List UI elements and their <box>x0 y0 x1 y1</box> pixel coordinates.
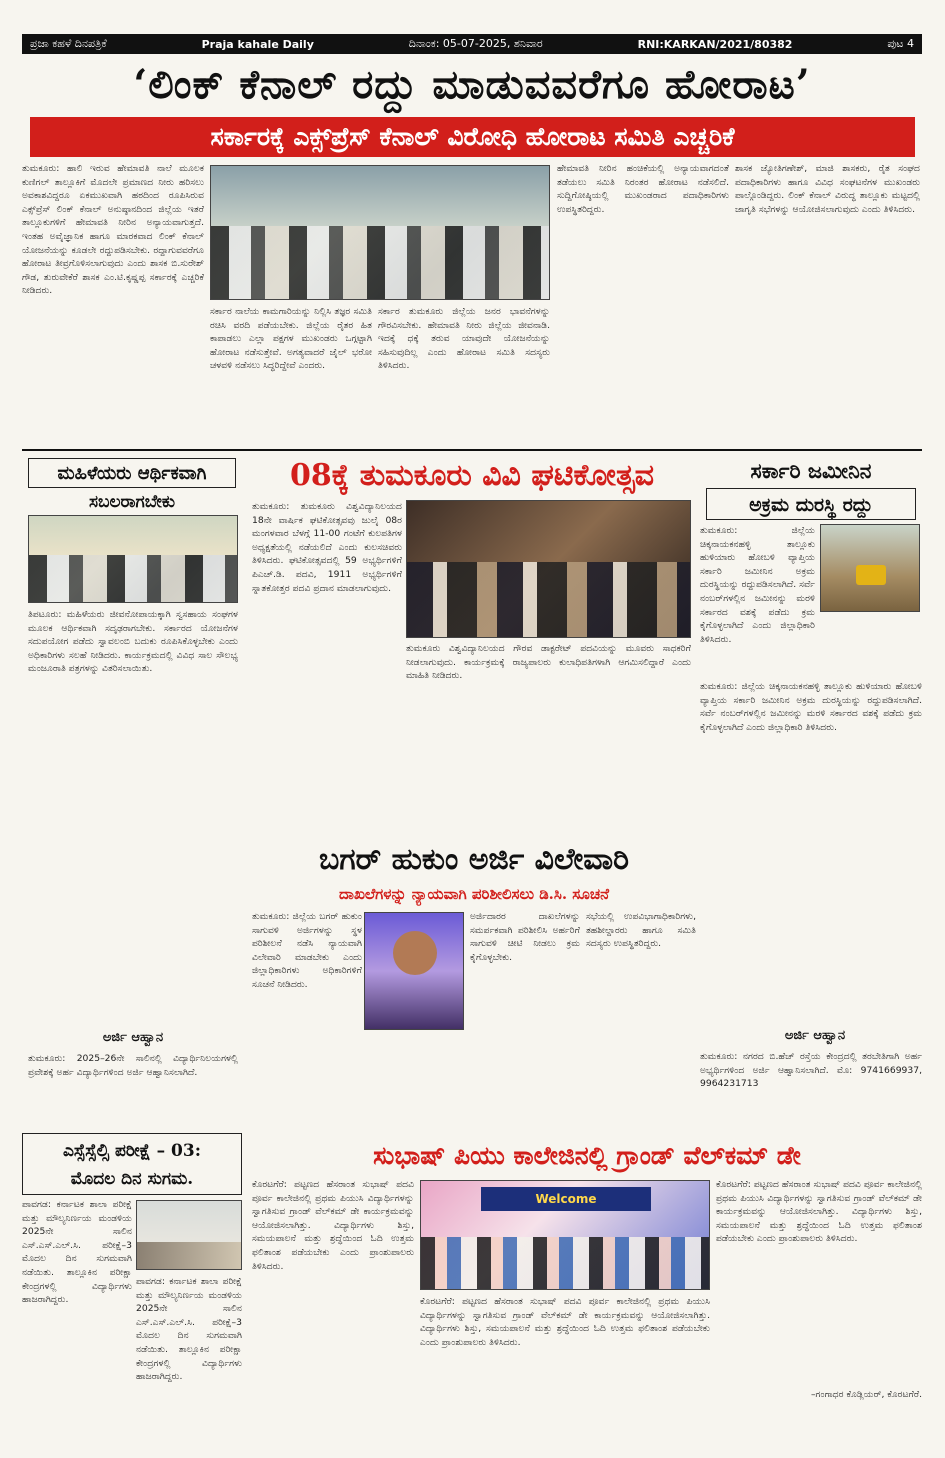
masthead-rni: RNI:KARKAN/2021/80382 <box>637 37 793 51</box>
college-body: ಕೊರಟಗೆರೆ: ಪಟ್ಟಣದ ಹೆಸರಾಂತ ಸುಭಾಷ್ ಪದವಿ ಪೂರ್ವ ಕಾಲೇಜಿನಲ್ಲಿ ಪ್ರಥಮ ಪಿಯುಸಿ ವಿದ್ಯಾರ್ಥಿಗಳನ್ನು ಸ್ವಾಗತಿಸುವ ಗ್ರಾಂಡ್ ವೆಲ್‌ಕಮ್ ಡೇ ಕಾರ್ಯಕ್ರಮವನ್ನು ಆಯೋಜಿಸಲಾಗಿತ್ತು. ವಿದ್ಯಾರ್ಥಿಗಳು ಶಿಸ್ತು, ಸಮಯಪಾಲನೆ ಮತ್ತು ಶ್ರದ್ಧೆಯಿಂದ ಓದಿ ಉತ್ತಮ ಫಲಿತಾಂಶ ಪಡೆಯಬೇಕು ಎಂದು ಪ್ರಾಂಶುಪಾಲರು ತಿಳಿಸಿದರು. <box>252 1179 414 1272</box>
masthead-name: Praja kahale Daily <box>201 37 314 51</box>
university-photo <box>406 500 691 638</box>
lead-body-col4: ಹೇಮಾವತಿ ನೀರಿನ ಹಂಚಿಕೆಯಲ್ಲಿ ಅನ್ಯಾಯವಾಗದಂತೆ ತಡೆಯಲು ಸಮಿತಿ ನಿರಂತರ ಹೋರಾಟ ನಡೆಸಲಿದೆ. ಸುದ್ದಿಗೋಷ್ಠಿಯಲ್ಲಿ ಮುಖಂಡರಾದ ಪದಾಧಿಕಾರಿಗಳು ಉಪಸ್ಥಿತರಿದ್ದರು. <box>557 163 729 215</box>
land-notice-body: ತುಮಕೂರು: ನಗರದ ಬಿ.ಹೆಚ್ ರಸ್ತೆಯ ಕೇಂದ್ರದಲ್ಲಿ ತರಬೇತಿಗಾಗಿ ಅರ್ಹ ಅಭ್ಯರ್ಥಿಗಳಿಂದ ಅರ್ಜಿ ಆಹ್ವಾನಿಸಲಾಗಿದೆ. ಮೊ: 9741669937, 9964231713 <box>700 1051 922 1090</box>
land-photo <box>820 524 920 612</box>
women-notice-title: ಅರ್ಜಿ ಆಹ್ವಾನ <box>102 1030 164 1045</box>
college-body-right: ಕೊರಟಗೆರೆ: ಪಟ್ಟಣದ ಹೆಸರಾಂತ ಸುಭಾಷ್ ಪದವಿ ಪೂರ್ವ ಕಾಲೇಜಿನಲ್ಲಿ ಪ್ರಥಮ ಪಿಯುಸಿ ವಿದ್ಯಾರ್ಥಿಗಳನ್ನು ಸ್ವಾಗತಿಸುವ ಗ್ರಾಂಡ್ ವೆಲ್‌ಕಮ್ ಡೇ ಕಾರ್ಯಕ್ರಮವನ್ನು ಆಯೋಜಿಸಲಾಗಿತ್ತು. ವಿದ್ಯಾರ್ಥಿಗಳು ಶಿಸ್ತು, ಸಮಯಪಾಲನೆ ಮತ್ತು ಶ್ರದ್ಧೆಯಿಂದ ಓದಿ ಉತ್ತಮ ಫಲಿತಾಂಶ ಪಡೆಯಬೇಕು ಎಂದು ಪ್ರಾಂಶುಪಾಲರು ತಿಳಿಸಿದರು. <box>716 1179 922 1245</box>
lead-headline: ‘ಲಿಂಕ್ ಕೆನಾಲ್ ರದ್ದು ಮಾಡುವವರೆಗೂ ಹೋರಾಟ’ <box>133 61 811 108</box>
bagar-headline: ಬಗರ್ ಹುಕುಂ ಅರ್ಜಿ ವಿಲೇವಾರಿ <box>319 842 629 877</box>
masthead-date: ದಿನಾಂಕ: 05-07-2025, ಶನಿವಾರ <box>408 37 543 50</box>
sslc-photo <box>136 1200 242 1270</box>
college-banner: Welcome <box>481 1187 651 1211</box>
masthead-left: ಪ್ರಜಾ ಕಹಳೆ ದಿನಪತ್ರಿಕೆ <box>30 37 107 50</box>
land-body: ತುಮಕೂರು: ಜಿಲ್ಲೆಯ ಚಿಕ್ಕನಾಯಕನಹಳ್ಳಿ ತಾಲ್ಲೂಕು ಹುಳಿಯಾರು ಹೋಬಳಿ ವ್ಯಾಪ್ತಿಯ ಸರ್ಕಾರಿ ಜಮೀನಿನ ಅಕ್ರಮ ದುರಸ್ಥಿಯನ್ನು ರದ್ದುಪಡಿಸಲಾಗಿದೆ. ಸರ್ವೆ ನಂಬರ್‌ಗಳಲ್ಲಿನ ಜಮೀನನ್ನು ಮರಳಿ ಸರ್ಕಾರದ ವಶಕ್ಕೆ ಪಡೆದು ಕ್ರಮ ಕೈಗೊಳ್ಳಲಾಗಿದೆ ಎಂದು ಜಿಲ್ಲಾಧಿಕಾರಿ ತಿಳಿಸಿದರು. <box>700 525 815 645</box>
women-headline2: ಸಬಲರಾಗಬೇಕು <box>89 492 175 512</box>
college-body-cont: ಕೊರಟಗೆರೆ: ಪಟ್ಟಣದ ಹೆಸರಾಂತ ಸುಭಾಷ್ ಪದವಿ ಪೂರ್ವ ಕಾಲೇಜಿನಲ್ಲಿ ಪ್ರಥಮ ಪಿಯುಸಿ ವಿದ್ಯಾರ್ಥಿಗಳನ್ನು ಸ್ವಾಗತಿಸುವ ಗ್ರಾಂಡ್ ವೆಲ್‌ಕಮ್ ಡೇ ಕಾರ್ಯಕ್ರಮವನ್ನು ಆಯೋಜಿಸಲಾಗಿತ್ತು. ವಿದ್ಯಾರ್ಥಿಗಳು ಶಿಸ್ತು, ಸಮಯಪಾಲನೆ ಮತ್ತು ಶ್ರದ್ಧೆಯಿಂದ ಓದಿ ಉತ್ತಮ ಫಲಿತಾಂಶ ಪಡೆಯಬೇಕು ಎಂದು ಪ್ರಾಂಶುಪಾಲರು ತಿಳಿಸಿದರು. <box>420 1296 710 1348</box>
college-headline: ಸುಭಾಷ್ ಪಿಯು ಕಾಲೇಜಿನಲ್ಲಿ ಗ್ರಾಂಡ್ ವೆಲ್‌ಕಮ್ ಡೇ <box>373 1141 801 1170</box>
women-photo <box>28 515 238 603</box>
sslc-headline2: ಮೊದಲ ದಿನ ಸುಗಮ. <box>70 1169 194 1189</box>
university-body-left: ತುಮಕೂರು: ತುಮಕೂರು ವಿಶ್ವವಿದ್ಯಾನಿಲಯದ 18ನೇ ವಾರ್ಷಿಕ ಘಟಿಕೋತ್ಸವವು ಜುಲೈ 08ರ ಮಂಗಳವಾರ ಬೆಳಗ್ಗೆ 11-00 ಗಂಟೆಗೆ ಕುಲಪತಿಗಳ ಅಧ್ಯಕ್ಷತೆಯಲ್ಲಿ ನಡೆಯಲಿದೆ ಎಂದು ಕುಲಸಚಿವರು ತಿಳಿಸಿದರು. ಘಟಿಕೋತ್ಸವದಲ್ಲಿ 59 ಅಭ್ಯರ್ಥಿಗಳಿಗೆ ಪಿಎಚ್.ಡಿ. ಪದವಿ, 1911 ಅಭ್ಯರ್ಥಿಗಳಿಗೆ ಸ್ನಾತಕೋತ್ತರ ಪದವಿ ಪ್ರದಾನ ಮಾಡಲಾಗುವುದು. <box>252 501 402 594</box>
university-body-right: ತುಮಕೂರು ವಿಶ್ವವಿದ್ಯಾನಿಲಯದ ಗೌರವ ಡಾಕ್ಟರೇಟ್ ಪದವಿಯನ್ನು ಮೂವರು ಸಾಧಕರಿಗೆ ನೀಡಲಾಗುವುದು. ಕಾರ್ಯಕ್ರಮಕ್ಕೆ ರಾಜ್ಯಪಾಲರು ಕುಲಾಧಿಪತಿಗಳಾಗಿ ಆಗಮಿಸಲಿದ್ದಾರೆ ಎಂದು ಮಾಹಿತಿ ನೀಡಿದರು. <box>406 643 691 682</box>
lead-subhead: ಸರ್ಕಾರಕ್ಕೆ ಎಕ್ಸ್‌ಪ್ರೆಸ್ ಕೆನಾಲ್ ವಿರೋಧಿ ಹೋರಾಟ ಸಮಿತಿ ಎಚ್ಚರಿಕೆ <box>30 117 915 157</box>
university-headline: 08ಕ್ಕೆ ತುಮಕೂರು ವಿವಿ ಘಟಿಕೋತ್ಸವ <box>290 458 654 493</box>
sslc-body: ಪಾವಗಡ: ಕರ್ನಾಟಕ ಶಾಲಾ ಪರೀಕ್ಷೆ ಮತ್ತು ಮೌಲ್ಯನಿರ್ಣಯ ಮಂಡಳಿಯ 2025ನೇ ಸಾಲಿನ ಎಸ್.ಎಸ್.ಎಲ್.ಸಿ. ಪರೀಕ್ಷೆ–3 ಮೊದಲ ದಿನ ಸುಗಮವಾಗಿ ನಡೆಯಿತು. ತಾಲ್ಲೂಕಿನ ಪರೀಕ್ಷಾ ಕೇಂದ್ರಗಳಲ್ಲಿ ವಿದ್ಯಾರ್ಥಿಗಳು ಹಾಜರಾಗಿದ್ದರು. <box>22 1199 132 1306</box>
lead-photo <box>210 165 550 300</box>
women-body: ತಿಪಟೂರು: ಮಹಿಳೆಯರು ಜೀವನೋಪಾಯಕ್ಕಾಗಿ ಸ್ವಸಹಾಯ ಸಂಘಗಳ ಮೂಲಕ ಆರ್ಥಿಕವಾಗಿ ಸದೃಢರಾಗಬೇಕು. ಸರ್ಕಾರದ ಯೋಜನೆಗಳ ಸದುಪಯೋಗ ಪಡೆದು ಸ್ವಾವಲಂಬಿ ಬದುಕು ರೂಪಿಸಿಕೊಳ್ಳಬೇಕು ಎಂದು ಅಧಿಕಾರಿಗಳು ಸಲಹೆ ನೀಡಿದರು. ಕಾರ್ಯಕ್ರಮದಲ್ಲಿ ವಿವಿಧ ಸಾಲ ಸೌಲಭ್ಯ ಮಂಜೂರಾತಿ ಪತ್ರಗಳನ್ನು ವಿತರಿಸಲಾಯಿತು. <box>28 609 238 675</box>
bagar-body2: ಅರ್ಜಿದಾರರ ದಾಖಲೆಗಳನ್ನು ಸಮರ್ಪಕವಾಗಿ ಪರಿಶೀಲಿಸಿ ಅರ್ಹರಿಗೆ ಸಾಗುವಳಿ ಚೀಟಿ ನೀಡಲು ಕ್ರಮ ಕೈಗೊಳ್ಳಬೇಕು. <box>470 911 580 963</box>
bagar-photo <box>364 912 464 1030</box>
lead-body-col2: ಸರ್ಕಾರ ನಾಲೆಯ ಕಾಮಗಾರಿಯನ್ನು ನಿಲ್ಲಿಸಿ ತಜ್ಞರ ಸಮಿತಿ ರಚಿಸಿ ವರದಿ ಪಡೆಯಬೇಕು. ಜಿಲ್ಲೆಯ ರೈತರ ಹಿತ ಕಾಪಾಡಲು ಎಲ್ಲಾ ಪಕ್ಷಗಳ ಮುಖಂಡರು ಒಗ್ಗಟ್ಟಾಗಿ ಹೋರಾಟ ನಡೆಸುತ್ತೇವೆ. ಅಗತ್ಯವಾದರೆ ಜೈಲ್ ಭರೋ ಚಳವಳಿ ನಡೆಸಲು ಸಿದ್ಧರಿದ್ದೇವೆ ಎಂದರು. <box>210 306 372 372</box>
women-notice-body: ತುಮಕೂರು: 2025–26ನೇ ಸಾಲಿನಲ್ಲಿ ವಿದ್ಯಾರ್ಥಿನಿಲಯಗಳಲ್ಲಿ ಪ್ರವೇಶಕ್ಕೆ ಅರ್ಹ ವಿದ್ಯಾರ್ಥಿಗಳಿಂದ ಅರ್ಜಿ ಆಹ್ವಾನಿಸಲಾಗಿದೆ. <box>28 1053 238 1078</box>
excavator-icon <box>856 565 886 585</box>
land-body-cont: ತುಮಕೂರು: ಜಿಲ್ಲೆಯ ಚಿಕ್ಕನಾಯಕನಹಳ್ಳಿ ತಾಲ್ಲೂಕು ಹುಳಿಯಾರು ಹೋಬಳಿ ವ್ಯಾಪ್ತಿಯ ಸರ್ಕಾರಿ ಜಮೀನಿನ ಅಕ್ರಮ ದುರಸ್ಥಿಯನ್ನು ರದ್ದುಪಡಿಸಲಾಗಿದೆ. ಸರ್ವೆ ನಂಬರ್‌ಗಳಲ್ಲಿನ ಜಮೀನನ್ನು ಮರಳಿ ಸರ್ಕಾರದ ವಶಕ್ಕೆ ಪಡೆದು ಕ್ರಮ ಕೈಗೊಳ್ಳಲಾಗಿದೆ ಎಂದು ಜಿಲ್ಲಾಧಿಕಾರಿ ತಿಳಿಸಿದರು. <box>700 681 922 733</box>
sslc-body-cont: ಪಾವಗಡ: ಕರ್ನಾಟಕ ಶಾಲಾ ಪರೀಕ್ಷೆ ಮತ್ತು ಮೌಲ್ಯನಿರ್ಣಯ ಮಂಡಳಿಯ 2025ನೇ ಸಾಲಿನ ಎಸ್.ಎಸ್.ಎಲ್.ಸಿ. ಪರೀಕ್ಷೆ–3 ಮೊದಲ ದಿನ ಸುಗಮವಾಗಿ ನಡೆಯಿತು. ತಾಲ್ಲೂಕಿನ ಪರೀಕ್ಷಾ ಕೇಂದ್ರಗಳಲ್ಲಿ ವಿದ್ಯಾರ್ಥಿಗಳು ಹಾಜರಾಗಿದ್ದರು. <box>136 1276 242 1383</box>
bagar-body3: ಸಭೆಯಲ್ಲಿ ಉಪವಿಭಾಗಾಧಿಕಾರಿಗಳು, ತಹಶೀಲ್ದಾರರು ಹಾಗೂ ಸಮಿತಿ ಸದಸ್ಯರು ಉಪಸ್ಥಿತರಿದ್ದರು. <box>586 911 696 950</box>
women-headline1: ಮಹಿಳೆಯರು ಆರ್ಥಿಕವಾಗಿ <box>28 458 236 488</box>
land-headline2: ಅಕ್ರಮ ದುರಸ್ಥಿ ರದ್ದು <box>706 488 916 520</box>
college-signoff: –ಗಂಗಾಧರ ಕೊಡ್ಲಿಯರ್, ಕೊರಟಗೆರೆ. <box>810 1389 922 1400</box>
lead-body-col3: ಸರ್ಕಾರ ತುಮಕೂರು ಜಿಲ್ಲೆಯ ಜನರ ಭಾವನೆಗಳನ್ನು ಗೌರವಿಸಬೇಕು. ಹೇಮಾವತಿ ನೀರು ಜಿಲ್ಲೆಯ ಜೀವನಾಡಿ. ಇದಕ್ಕೆ ಧಕ್ಕೆ ತರುವ ಯಾವುದೇ ಯೋಜನೆಯನ್ನು ಸಹಿಸುವುದಿಲ್ಲ ಎಂದು ಹೋರಾಟ ಸಮಿತಿ ಸದಸ್ಯರು ತಿಳಿಸಿದರು. <box>378 306 550 372</box>
land-notice-title: ಅರ್ಜಿ ಆಹ್ವಾನ <box>784 1028 846 1043</box>
sslc-headline1: ಎಸ್ಸೆಸ್ಸೆಲ್ಸಿ ಪರೀಕ್ಷೆ – 03: <box>63 1141 201 1161</box>
lead-body-col5: ಶಾಸಕ ಜ್ಯೋತಿಗಣೇಶ್, ಮಾಜಿ ಶಾಸಕರು, ರೈತ ಸಂಘದ ಪದಾಧಿಕಾರಿಗಳು ಹಾಗೂ ವಿವಿಧ ಸಂಘಟನೆಗಳ ಮುಖಂಡರು ಪಾಲ್ಗೊಂಡಿದ್ದರು. ಲಿಂಕ್ ಕೆನಾಲ್ ವಿರುದ್ಧ ತಾಲ್ಲೂಕು ಮಟ್ಟದಲ್ಲಿ ಜಾಗೃತಿ ಸಭೆಗಳನ್ನು ಆಯೋಜಿಸಲಾಗುವುದು ಎಂದು ತಿಳಿಸಿದರು. <box>735 163 920 215</box>
bagar-body1: ತುಮಕೂರು: ಜಿಲ್ಲೆಯ ಬಗರ್ ಹುಕುಂ ಸಾಗುವಳಿ ಅರ್ಜಿಗಳನ್ನು ಸ್ಥಳ ಪರಿಶೀಲನೆ ನಡೆಸಿ ನ್ಯಾಯವಾಗಿ ವಿಲೇವಾರಿ ಮಾಡಬೇಕು ಎಂದು ಜಿಲ್ಲಾಧಿಕಾರಿಗಳು ಅಧಿಕಾರಿಗಳಿಗೆ ಸೂಚನೆ ನೀಡಿದರು. <box>252 911 362 990</box>
land-headline1: ಸರ್ಕಾರಿ ಜಮೀನಿನ <box>750 458 872 483</box>
masthead-page: ಪುಟ 4 <box>887 37 914 50</box>
bagar-subhead: ದಾಖಲೆಗಳನ್ನು ನ್ಯಾಯವಾಗಿ ಪರಿಶೀಲಿಸಲು ಡಿ.ಸಿ. ಸೂಚನೆ <box>338 885 610 903</box>
avatar <box>393 931 437 975</box>
lead-body-col1: ತುಮಕೂರು: ಹಾಲಿ ಇರುವ ಹೇಮಾವತಿ ನಾಲೆ ಮೂಲಕ ಕುಣಿಗಲ್ ತಾಲ್ಲೂಕಿಗೆ ಮೊದಲೇ ಪ್ರಮಾಣದ ನೀರು ಹರಿಸಲು ಅವಕಾಶವಿದ್ದರೂ ಏಕಮುಖವಾಗಿ ಹಠದಿಂದ ರೂಪಿಸಿರುವ ಎಕ್ಸ್‌ಪ್ರೆಸ್ ಲಿಂಕ್ ಕೆನಾಲ್ ಅನುಷ್ಠಾನದಿಂದ ಜಿಲ್ಲೆಯ ಇತರೆ ತಾಲ್ಲೂಕುಗಳಿಗೆ ಹೇಮಾವತಿ ನೀರಿನ ಅನ್ಯಾಯವಾಗುತ್ತದೆ. ಇಂತಹ ಅವೈಜ್ಞಾನಿಕ ಹಾಗೂ ಮಾರಕವಾದ ಲಿಂಕ್ ಕೆನಾಲ್ ಯೋಜನೆಯನ್ನು ಕೂಡಲೇ ರದ್ದುಪಡಿಸಬೇಕು. ರದ್ದಾಗುವವರೆಗೂ ಹೋರಾಟ ತೀವ್ರಗೊಳಿಸಲಾಗುವುದು ಎಂದು ಶಾಸಕ ಬಿ.ಸುರೇಶ್ ಗೌಡ, ತುರುವೇಕೆರೆ ಶಾಸಕ ಎಂ.ಟಿ.ಕೃಷ್ಣಪ್ಪ ಸರ್ಕಾರಕ್ಕೆ ಎಚ್ಚರಿಕೆ ನೀಡಿದರು. <box>22 163 204 297</box>
masthead-bar <box>22 34 922 54</box>
divider <box>22 449 922 451</box>
college-photo <box>420 1180 710 1290</box>
